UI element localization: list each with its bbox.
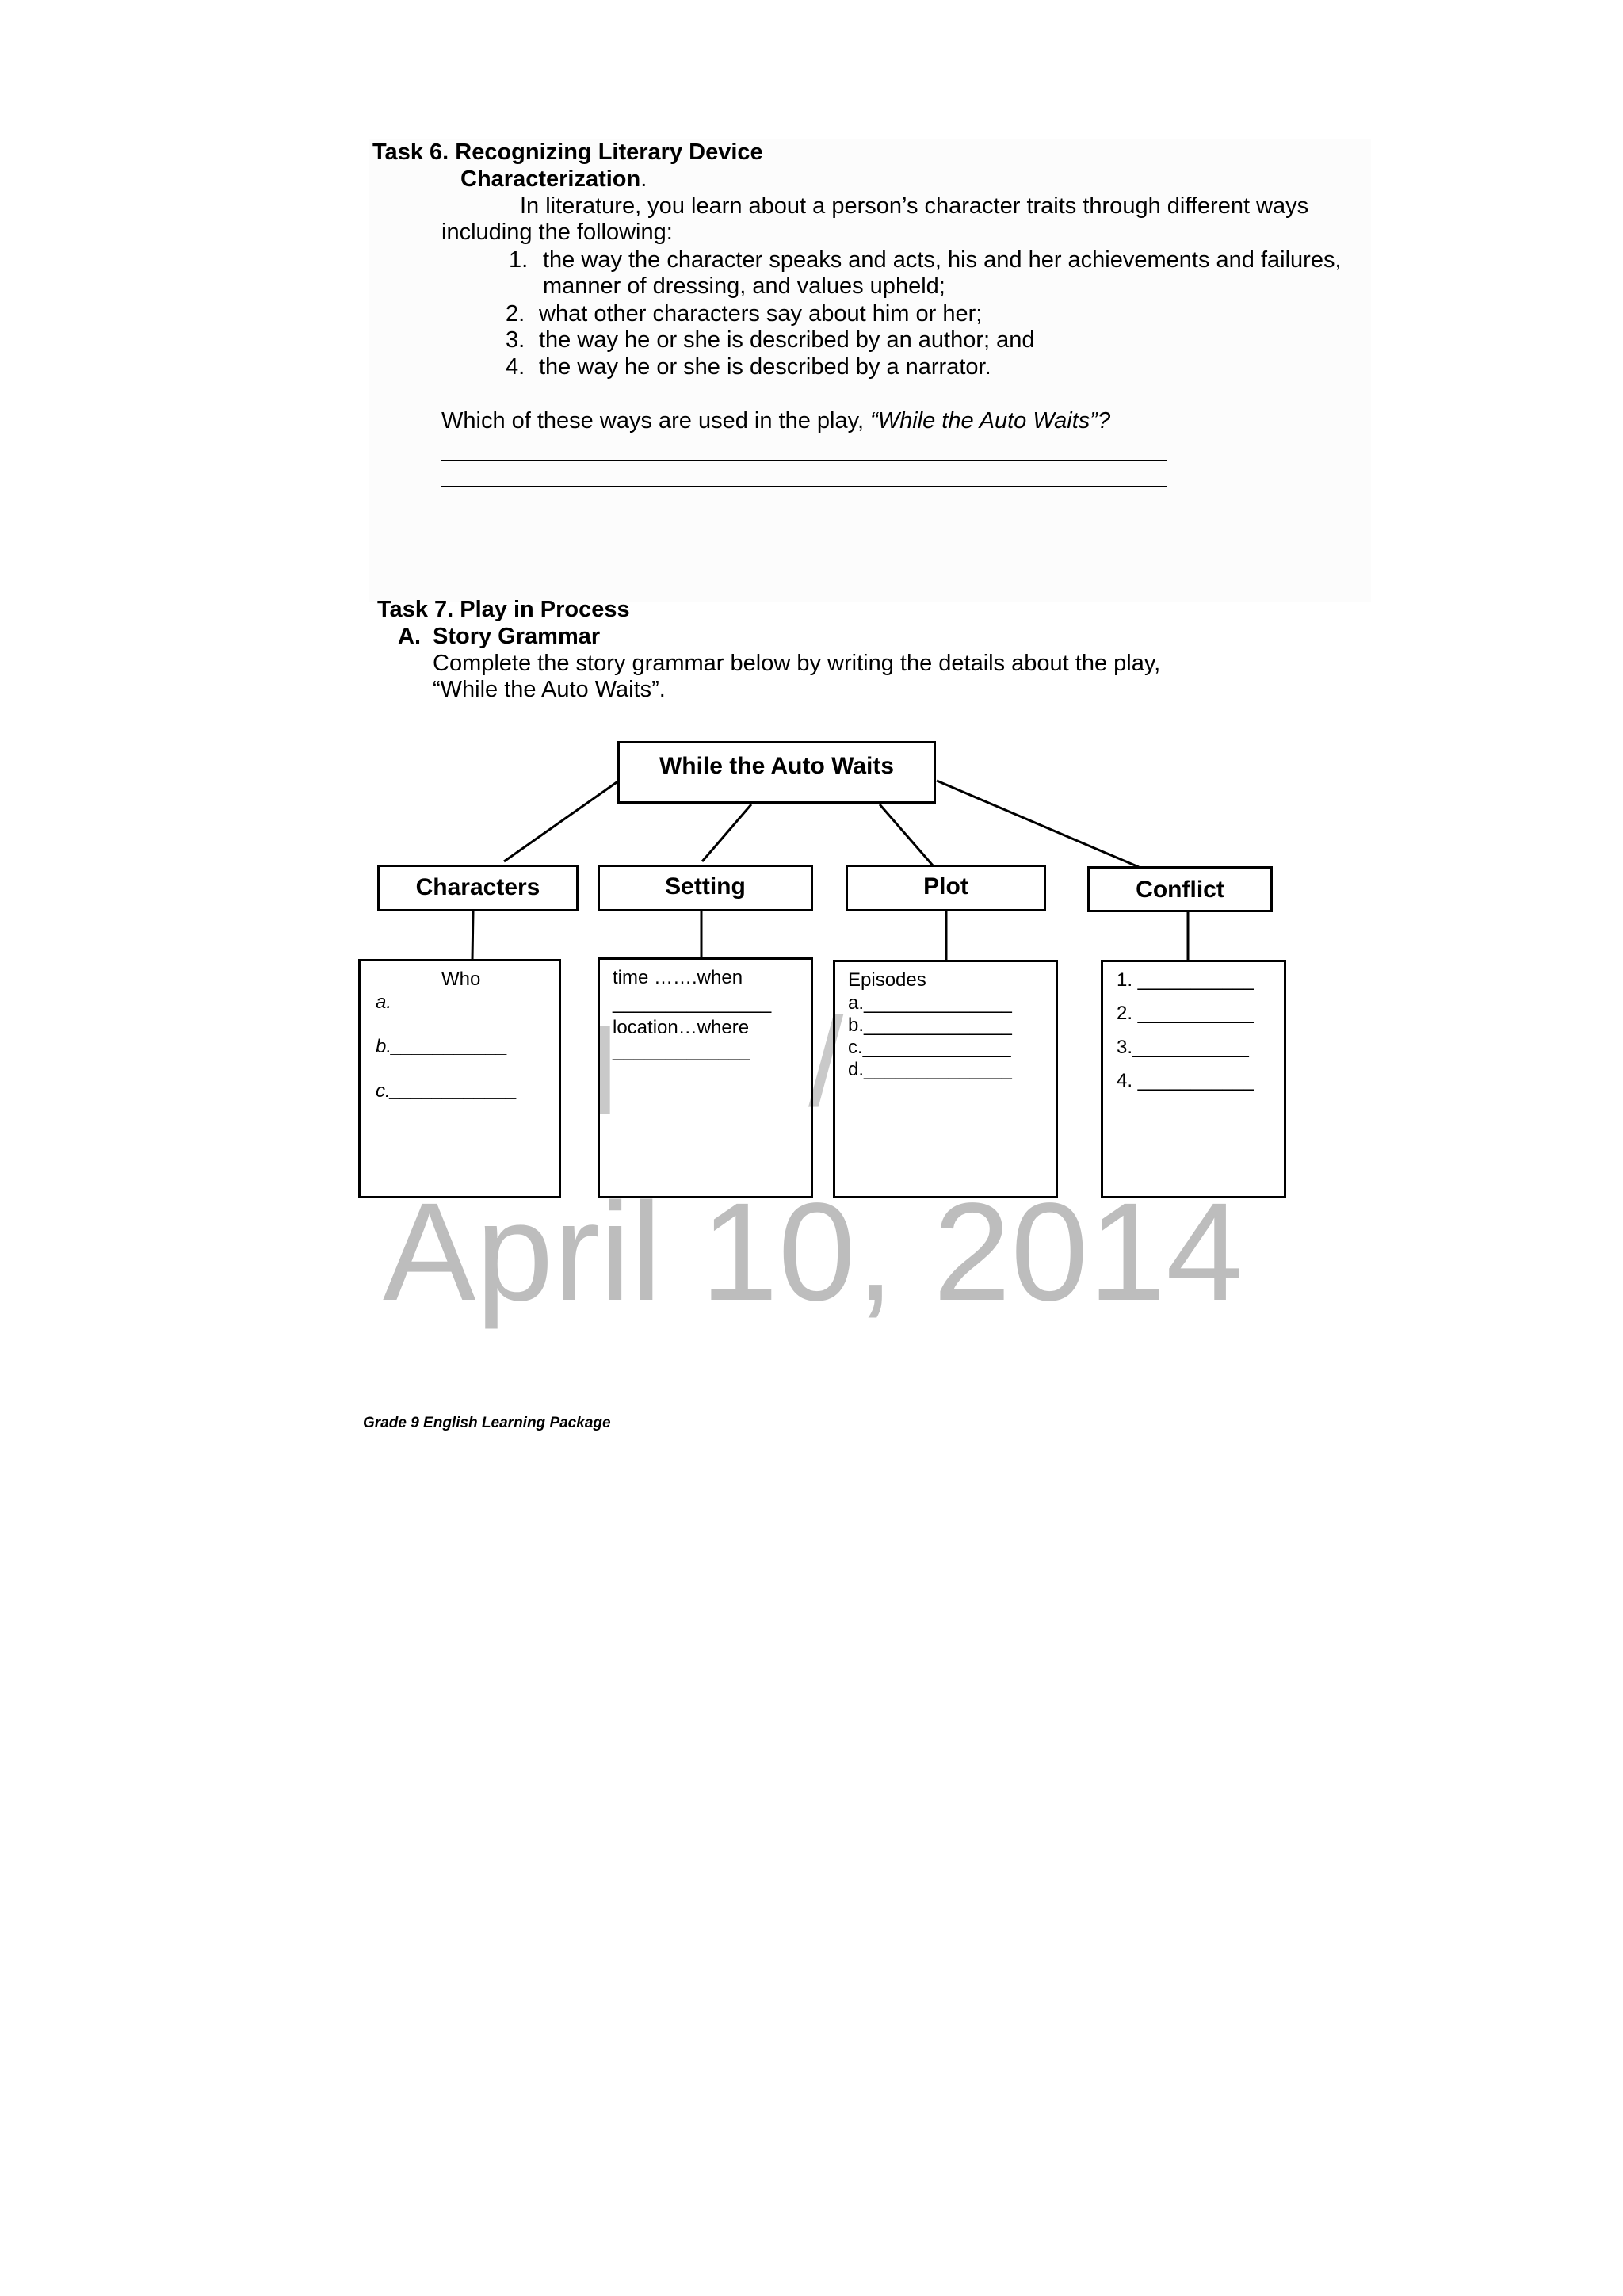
- task6-subtitle-rest: .: [640, 166, 647, 192]
- setting-location-label: location…where: [613, 1017, 750, 1038]
- connector-characters: [504, 781, 619, 861]
- diagram-root-label: While the Auto Waits: [659, 753, 895, 779]
- setting-location-blank[interactable]: _____________: [613, 1040, 750, 1061]
- task6-item4-line1: the way he or she is described by a narrator.: [539, 354, 991, 380]
- task7-instruction-line2: “While the Auto Waits”.: [433, 677, 666, 702]
- category-conflict-box: [1087, 866, 1273, 912]
- category-plot-box: [846, 865, 1046, 911]
- connector-characters-box: [472, 911, 473, 960]
- characters-who-heading: Who: [441, 968, 481, 990]
- task6-item2-num: 2.: [506, 301, 525, 327]
- characters-blank-c[interactable]: c.____________: [376, 1080, 517, 1102]
- watermark-date: April 10, 2014: [383, 1175, 1244, 1330]
- task6-title: Task 6. Recognizing Literary Device: [372, 139, 763, 165]
- plot-blank-d[interactable]: d.______________: [848, 1059, 1012, 1080]
- task6-item1-num: 1.: [509, 247, 529, 273]
- task7-title: Task 7. Play in Process: [377, 597, 630, 622]
- category-conflict-label: Conflict: [1136, 877, 1224, 903]
- conflict-blank-2[interactable]: 2. ___________: [1117, 1003, 1254, 1024]
- task6-intro-line2: including the following:: [441, 220, 673, 245]
- task7-section-title: Story Grammar: [433, 624, 601, 649]
- category-characters-label: Characters: [415, 874, 540, 900]
- category-setting-label: Setting: [665, 873, 746, 900]
- task6-intro-line1: In literature, you learn about a person’s character traits through different ways: [520, 193, 1309, 219]
- task6-question-title: “While the Auto Waits”?: [870, 408, 1111, 434]
- task6-item3-num: 3.: [506, 327, 525, 353]
- conflict-blank-3[interactable]: 3.___________: [1117, 1037, 1249, 1058]
- footer-text: Grade 9 English Learning Package: [363, 1415, 611, 1431]
- characters-blank-a[interactable]: a. ___________: [376, 991, 514, 1013]
- characters-blank-b[interactable]: b.___________: [376, 1036, 508, 1057]
- plot-blank-c[interactable]: c.______________: [848, 1037, 1011, 1058]
- category-plot-label: Plot: [923, 873, 968, 900]
- watermark-fragment-left: I: [586, 999, 622, 1140]
- task6-item4-num: 4.: [506, 354, 525, 380]
- conflict-blank-4[interactable]: 4. ___________: [1117, 1070, 1254, 1091]
- setting-time-label: time …….when: [613, 967, 743, 988]
- connector-plot: [880, 804, 933, 865]
- task6-subtitle-bold: Characterization: [460, 166, 641, 192]
- setting-time-blank[interactable]: _______________: [613, 992, 772, 1014]
- connector-conflict: [937, 781, 1139, 867]
- task6-item1-line2: manner of dressing, and values upheld;: [543, 273, 945, 299]
- watermark-fragment-right: /: [808, 991, 844, 1133]
- plot-episodes-heading: Episodes: [848, 969, 926, 991]
- conflict-blank-1[interactable]: 1. ___________: [1117, 969, 1254, 991]
- task7-instruction-line1: Complete the story grammar below by writing the details about the play,: [433, 651, 1161, 676]
- connector-setting: [702, 804, 751, 861]
- task6-item1-line1: the way the character speaks and acts, his and her achievements and failures,: [543, 247, 1342, 273]
- task6-question-plain: Which of these ways are used in the play,: [441, 408, 871, 434]
- category-characters-box: [377, 865, 579, 911]
- plot-blank-a[interactable]: a.______________: [848, 992, 1012, 1014]
- task7-section-letter: A.: [398, 624, 421, 649]
- category-setting-box: [598, 865, 813, 911]
- task6-item2-line1: what other characters say about him or her;: [539, 301, 983, 327]
- plot-blank-b[interactable]: b.______________: [848, 1014, 1012, 1036]
- task6-item3-line1: the way he or she is described by an author; and: [539, 327, 1035, 353]
- diagram-root-box: [617, 741, 936, 804]
